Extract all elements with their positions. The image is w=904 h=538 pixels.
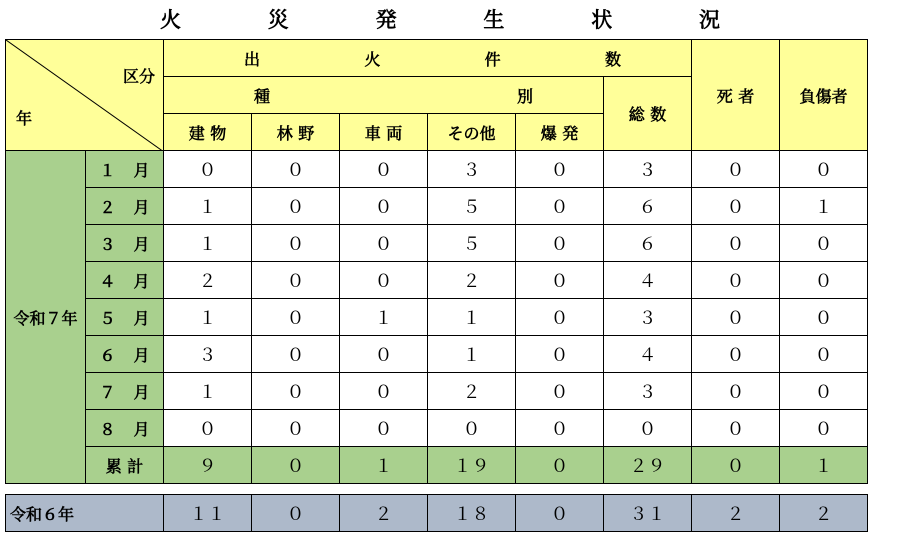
fire-statistics-table: [5, 39, 868, 484]
value-cell: ０: [692, 188, 780, 225]
total-cell: ０: [692, 447, 780, 484]
value-cell: ０: [780, 299, 868, 336]
previous-year-table: [5, 494, 868, 532]
table-row: [6, 225, 868, 262]
value-cell: ０: [516, 373, 604, 410]
month-label: ３ 月: [86, 225, 164, 262]
value-cell: １: [164, 188, 252, 225]
value-cell: ０: [340, 336, 428, 373]
value-cell: ０: [340, 151, 428, 188]
value-cell: ０: [692, 410, 780, 447]
value-cell: ０: [516, 336, 604, 373]
value-cell: １: [780, 188, 868, 225]
value-cell: １: [340, 299, 428, 336]
value-cell: ５: [428, 188, 516, 225]
value-cell: ３: [604, 299, 692, 336]
value-cell: １: [428, 336, 516, 373]
value-cell: ０: [516, 225, 604, 262]
value-cell: ０: [692, 262, 780, 299]
total-cell: １: [340, 447, 428, 484]
previous-cell: ０: [516, 495, 604, 532]
value-cell: １: [164, 299, 252, 336]
previous-cell: ２: [692, 495, 780, 532]
table-row: [6, 410, 868, 447]
shubetsu-header: 種 別: [164, 77, 604, 114]
value-cell: ０: [516, 299, 604, 336]
value-cell: ４: [604, 262, 692, 299]
value-cell: ０: [252, 299, 340, 336]
total-cell: ９: [164, 447, 252, 484]
title-char: 況: [698, 8, 720, 32]
value-cell: ６: [604, 225, 692, 262]
value-cell: ０: [252, 225, 340, 262]
month-label: ５ 月: [86, 299, 164, 336]
month-label: ７ 月: [86, 373, 164, 410]
month-label: ４ 月: [86, 262, 164, 299]
sousuu-header: 総 数: [604, 77, 692, 151]
previous-cell: ２: [780, 495, 868, 532]
value-cell: ２: [428, 262, 516, 299]
value-cell: ０: [252, 373, 340, 410]
value-cell: ０: [252, 410, 340, 447]
type-header: 建 物: [164, 114, 252, 151]
value-cell: ０: [692, 225, 780, 262]
previous-year-row: [6, 495, 868, 532]
value-cell: ０: [252, 336, 340, 373]
corner-header: [6, 40, 164, 151]
value-cell: ０: [780, 373, 868, 410]
value-cell: １: [164, 373, 252, 410]
value-cell: ０: [340, 188, 428, 225]
value-cell: ０: [516, 188, 604, 225]
value-cell: ４: [604, 336, 692, 373]
total-cell: ０: [516, 447, 604, 484]
value-cell: ３: [604, 373, 692, 410]
previous-cell: １８: [428, 495, 516, 532]
total-row: [6, 447, 868, 484]
value-cell: ０: [340, 410, 428, 447]
table-row: [6, 336, 868, 373]
title-char: 発: [375, 8, 397, 32]
value-cell: ０: [516, 151, 604, 188]
value-cell: ０: [252, 262, 340, 299]
month-label: １ 月: [86, 151, 164, 188]
value-cell: １: [428, 299, 516, 336]
table-row: [6, 373, 868, 410]
title-char: 状: [591, 8, 613, 32]
value-cell: ０: [164, 151, 252, 188]
month-label: ６ 月: [86, 336, 164, 373]
value-cell: ６: [604, 188, 692, 225]
total-cell: １９: [428, 447, 516, 484]
total-label: 累 計: [86, 447, 164, 484]
fushousha-header: 負傷者: [780, 40, 868, 151]
kubun-label: 区分: [122, 67, 155, 86]
value-cell: ３: [164, 336, 252, 373]
value-cell: ２: [164, 262, 252, 299]
type-header: 車 両: [340, 114, 428, 151]
total-cell: １: [780, 447, 868, 484]
value-cell: ０: [692, 373, 780, 410]
type-header: 爆 発: [516, 114, 604, 151]
value-cell: ０: [692, 336, 780, 373]
previous-cell: １１: [164, 495, 252, 532]
value-cell: ０: [428, 410, 516, 447]
value-cell: ３: [428, 151, 516, 188]
total-cell: ０: [252, 447, 340, 484]
type-header: 林 野: [252, 114, 340, 151]
value-cell: ０: [692, 299, 780, 336]
table-row: [6, 188, 868, 225]
diagonal-line: [6, 40, 164, 151]
value-cell: ０: [252, 151, 340, 188]
shisha-header: 死 者: [692, 40, 780, 151]
previous-cell: ２: [340, 495, 428, 532]
value-cell: ０: [516, 410, 604, 447]
value-cell: １: [164, 225, 252, 262]
value-cell: ０: [780, 225, 868, 262]
value-cell: ０: [604, 410, 692, 447]
title-char: 生: [483, 8, 505, 32]
value-cell: ０: [692, 151, 780, 188]
value-cell: ５: [428, 225, 516, 262]
shukka-kensu-header: 出 火 件 数: [164, 40, 692, 77]
value-cell: ０: [516, 262, 604, 299]
table-row: [6, 299, 868, 336]
year-label: 令和７年: [6, 151, 86, 484]
title-char: 災: [267, 8, 289, 32]
value-cell: ０: [780, 262, 868, 299]
page-title: [160, 4, 720, 34]
previous-cell: ０: [252, 495, 340, 532]
value-cell: ０: [340, 373, 428, 410]
value-cell: ０: [252, 188, 340, 225]
value-cell: ２: [428, 373, 516, 410]
table-row: [6, 262, 868, 299]
previous-year-label: 令和６年: [6, 495, 164, 532]
type-header: その他: [428, 114, 516, 151]
value-cell: ０: [340, 225, 428, 262]
nen-label: 年: [16, 109, 33, 128]
month-label: ２ 月: [86, 188, 164, 225]
value-cell: ３: [604, 151, 692, 188]
month-label: ８ 月: [86, 410, 164, 447]
value-cell: ０: [780, 151, 868, 188]
value-cell: ０: [780, 336, 868, 373]
value-cell: ０: [340, 262, 428, 299]
table-row: [6, 151, 868, 188]
total-cell: ２９: [604, 447, 692, 484]
value-cell: ０: [164, 410, 252, 447]
previous-cell: ３１: [604, 495, 692, 532]
value-cell: ０: [780, 410, 868, 447]
title-char: 火: [160, 8, 181, 32]
